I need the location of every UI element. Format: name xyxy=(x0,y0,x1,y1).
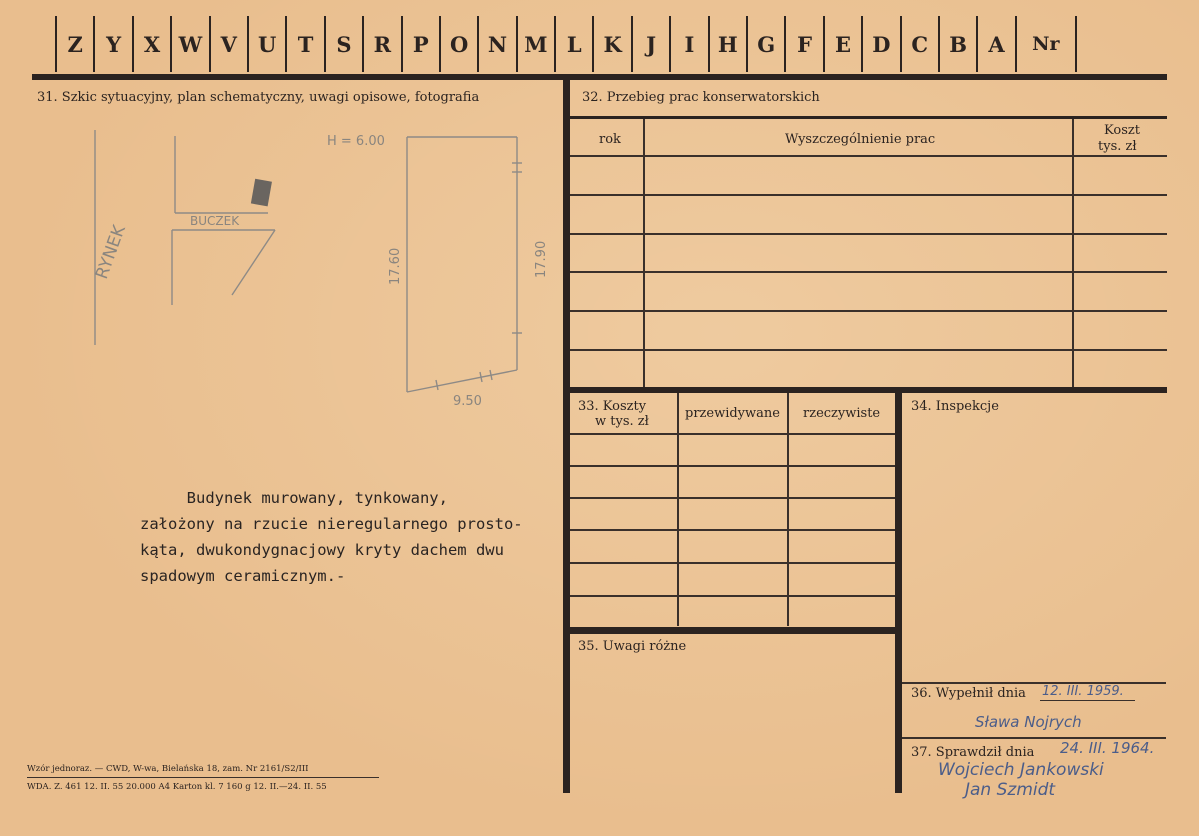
letter-cell-s: S xyxy=(324,16,362,72)
col-cost-header-2: tys. zł xyxy=(1098,139,1137,154)
letter-cell-nr: Nr xyxy=(1015,16,1077,72)
section-36-date: 12. III. 1959. xyxy=(1042,684,1124,699)
letter-cell-u: U xyxy=(247,16,285,72)
letter-cell-a: A xyxy=(976,16,1014,72)
main-column-divider xyxy=(563,80,570,793)
sketch-building-label: BUCZEK xyxy=(190,214,240,228)
col-planned-header: przewidywane xyxy=(685,406,780,421)
section-36-top-rule xyxy=(902,682,1166,684)
section-32-top-rule xyxy=(570,116,1167,119)
s33-header-rule xyxy=(570,433,895,435)
s33-row-line xyxy=(570,529,895,531)
description-line-2: założony na rzucie nieregularnego prosto- xyxy=(140,515,523,533)
letter-cell-v: V xyxy=(209,16,247,72)
section-31-title: 31. Szkic sytuacyjny, plan schematyczny, uwagi opisowe, fotografia xyxy=(37,90,480,105)
section-37-label: 37. Sprawdził dnia xyxy=(911,745,1035,760)
letter-cell-e: E xyxy=(823,16,861,72)
section-33-title-2: w tys. zł xyxy=(595,414,649,429)
letter-cell-j: J xyxy=(631,16,669,72)
s33-row-line xyxy=(570,497,895,499)
section-36-label: 36. Wypełnił dnia xyxy=(911,686,1026,701)
sketch-right-dim: 17.90 xyxy=(534,240,549,278)
s32-row-line xyxy=(570,271,1167,273)
right-column-divider xyxy=(895,393,902,793)
letter-cell-r: R xyxy=(362,16,400,72)
description-line-3: kąta, dwukondygnacjowy kryty dachem dwu xyxy=(140,541,504,559)
col-work-header: Wyszczególnienie prac xyxy=(785,132,936,147)
letter-cell-f: F xyxy=(784,16,822,72)
letter-cell-b: B xyxy=(938,16,976,72)
s33-row-line xyxy=(570,465,895,467)
letter-cell-h: H xyxy=(708,16,746,72)
letter-cell-k: K xyxy=(592,16,630,72)
s32-row-line xyxy=(570,310,1167,312)
col-cost-header-1: Koszt xyxy=(1104,123,1140,138)
building-hatch xyxy=(251,179,272,207)
footnote-divider xyxy=(27,777,379,778)
s33-col-line-1 xyxy=(677,393,679,626)
letter-cell-x: X xyxy=(132,16,170,72)
letter-cell-w: W xyxy=(170,16,208,72)
letter-cell-c: C xyxy=(900,16,938,72)
section-36-signature: Sława Nojrych xyxy=(975,713,1082,731)
letter-cell-g: G xyxy=(746,16,784,72)
col-year-header: rok xyxy=(599,132,621,147)
date-underline xyxy=(1040,700,1135,701)
description-line-4: spadowym ceramicznym.- xyxy=(140,567,346,585)
s32-row-line xyxy=(570,349,1167,351)
letter-cell-p: P xyxy=(401,16,439,72)
s32-row-line xyxy=(570,233,1167,235)
sketch-bottom-dim: 9.50 xyxy=(453,394,482,409)
section-34-title: 34. Inspekcje xyxy=(911,399,999,414)
section-35-title: 35. Uwagi różne xyxy=(578,639,687,654)
section-32-bottom-rule xyxy=(570,387,1167,393)
section-33-title-1: 33. Koszty xyxy=(578,399,647,414)
section-37-date: 24. III. 1964. xyxy=(1060,739,1155,757)
letter-cell-l: L xyxy=(554,16,592,72)
letter-cell-z: Z xyxy=(55,16,93,72)
s32-row-line xyxy=(570,194,1167,196)
letter-cell-m: M xyxy=(516,16,554,72)
sketch-left-dim: 17.60 xyxy=(388,247,403,285)
s33-row-line xyxy=(570,562,895,564)
s33-col-line-2 xyxy=(787,393,789,626)
letter-cell-i: I xyxy=(669,16,707,72)
description-line-1: Budynek murowany, tynkowany, xyxy=(140,489,448,507)
section-33-bottom-rule xyxy=(570,627,895,634)
letter-cell-y: Y xyxy=(93,16,131,72)
s32-col-line-1 xyxy=(643,119,645,387)
sketch-street-label: RYNEK xyxy=(92,222,130,282)
section-32-title: 32. Przebieg prac konserwatorskich xyxy=(582,90,820,105)
letter-cell-n: N xyxy=(477,16,515,72)
letter-cell-o: O xyxy=(439,16,477,72)
form-footnote-2: WDA. Z. 461 12. II. 55 20.000 A4 Karton kl. 7 160 g 12. II.—24. II. 55 xyxy=(27,782,327,792)
s32-header-rule xyxy=(570,155,1167,157)
section-37-signature-2: Jan Szmidt xyxy=(965,780,1056,800)
letter-cell-t: T xyxy=(285,16,323,72)
s33-row-line xyxy=(570,595,895,597)
section-37-signature-1: Wojciech Jankowski xyxy=(938,760,1104,780)
s32-col-line-2 xyxy=(1072,119,1074,387)
sketch-height-label: H = 6.00 xyxy=(327,134,385,149)
col-actual-header: rzeczywiste xyxy=(803,406,881,421)
letter-cell-d: D xyxy=(861,16,899,72)
form-footnote-1: Wzór jednoraz. — CWD, W-wa, Bielańska 18, zam. Nr 2161/S2/III xyxy=(27,764,309,774)
